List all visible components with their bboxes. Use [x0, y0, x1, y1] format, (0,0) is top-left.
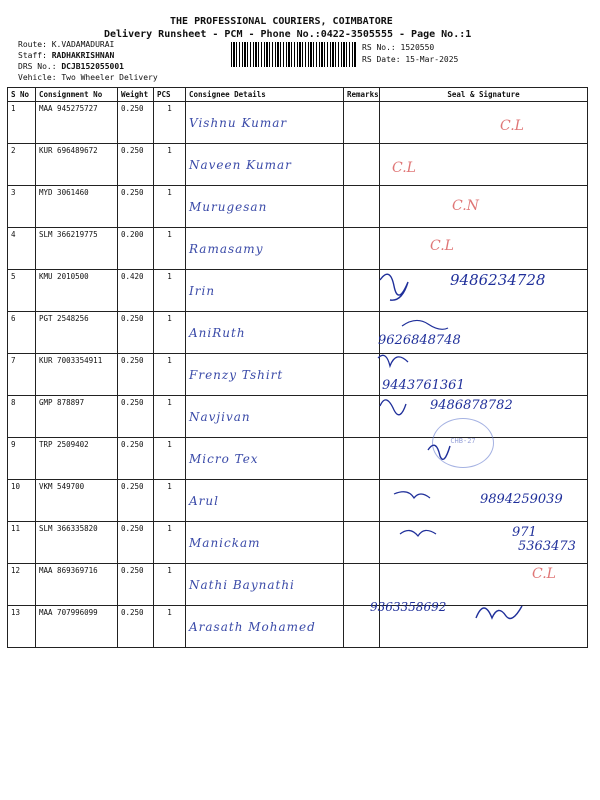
table-row: [8, 354, 588, 396]
cell-pcs: 1: [154, 144, 186, 186]
cell-pcs: 1: [154, 270, 186, 312]
cell-sno: 9: [8, 438, 36, 480]
col-header-consignee: Consignee Details: [186, 88, 344, 102]
cell-sno: 6: [8, 312, 36, 354]
col-header-consignment: Consignment No: [36, 88, 118, 102]
cell-consignment: SLM 366335820: [36, 522, 118, 564]
cell-sno: 5: [8, 270, 36, 312]
cell-consignee: [186, 270, 344, 312]
stamp-cn: C.N: [452, 198, 479, 214]
cell-weight: 0.250: [118, 354, 154, 396]
staff-name: RADHAKRISHNAN: [51, 51, 115, 60]
cell-consignee: [186, 186, 344, 228]
cell-weight: 0.250: [118, 144, 154, 186]
cell-consignment: SLM 366219775: [36, 228, 118, 270]
signature-scribbles: [372, 262, 462, 592]
consignee-name: Arasath Mohamed: [189, 620, 316, 634]
cell-pcs: 1: [154, 186, 186, 228]
table-row: [8, 438, 588, 480]
consignee-name: Frenzy Tshirt: [189, 368, 284, 382]
cell-sno: 3: [8, 186, 36, 228]
cell-consignee: [186, 396, 344, 438]
cell-pcs: 1: [154, 438, 186, 480]
table-row: [8, 228, 588, 270]
cell-pcs: 1: [154, 564, 186, 606]
handwritten-phone: 971: [512, 525, 537, 540]
cell-consignment: KUR 7003354911: [36, 354, 118, 396]
cell-consignment: MAA 945275727: [36, 102, 118, 144]
staff-label: Staff:: [18, 51, 52, 60]
cell-sno: 12: [8, 564, 36, 606]
cell-consignee: [186, 228, 344, 270]
signature-stroke: [400, 530, 436, 536]
cell-consignment: MAA 869369716: [36, 564, 118, 606]
consignee-name: Navjivan: [189, 410, 251, 424]
handwritten-phone: 9894259039: [480, 492, 563, 507]
table-row: [8, 186, 588, 228]
consignee-name: Arul: [189, 494, 219, 508]
cell-consignment: VKM 549700: [36, 480, 118, 522]
signature-stroke: [394, 492, 430, 498]
cell-sno: 11: [8, 522, 36, 564]
cell-consignment: KMU 2010500: [36, 270, 118, 312]
cell-weight: 0.250: [118, 564, 154, 606]
cell-sno: 8: [8, 396, 36, 438]
col-header-remarks: Remarks: [344, 88, 380, 102]
cell-pcs: 1: [154, 102, 186, 144]
signature-stroke: [402, 320, 448, 329]
signature-stroke: [476, 606, 522, 618]
cell-weight: 0.250: [118, 438, 154, 480]
cell-remarks: [344, 144, 380, 186]
cell-consignment: MAA 707996099: [36, 606, 118, 648]
cell-pcs: 1: [154, 228, 186, 270]
col-header-pcs: PCS: [154, 88, 186, 102]
cell-consignment: MYD 3061460: [36, 186, 118, 228]
cell-consignee: [186, 564, 344, 606]
consignee-name: Nathi Baynathi: [189, 578, 295, 592]
signature-stroke: [380, 274, 408, 300]
cell-consignee: [186, 480, 344, 522]
consignee-name: Vishnu Kumar: [189, 116, 288, 130]
table-row: [8, 312, 588, 354]
consignee-name: Micro Tex: [189, 452, 259, 466]
cell-pcs: 1: [154, 522, 186, 564]
rs-number: RS No.: 1520550: [362, 43, 435, 52]
cell-consignment: GMP 878897: [36, 396, 118, 438]
cell-pcs: 1: [154, 396, 186, 438]
cell-remarks: [344, 186, 380, 228]
drs-number: DCJB152055001: [61, 62, 124, 71]
cell-pcs: 1: [154, 312, 186, 354]
table-header-row: [8, 88, 588, 102]
signature-scribble-13: [470, 596, 530, 630]
col-header-signature: Seal & Signature: [380, 88, 588, 102]
cell-weight: 0.250: [118, 396, 154, 438]
cell-weight: 0.250: [118, 606, 154, 648]
stamp-cl: C.L: [532, 566, 556, 582]
handwritten-phone: 9486234728: [450, 271, 546, 289]
handwritten-phone: 9626848748: [378, 333, 461, 348]
consignee-name: Murugesan: [189, 200, 268, 214]
cell-consignee: [186, 144, 344, 186]
consignee-name: Naveen Kumar: [189, 158, 292, 172]
consignee-name: AniRuth: [189, 326, 246, 340]
cell-weight: 0.200: [118, 228, 154, 270]
cell-weight: 0.250: [118, 102, 154, 144]
cell-pcs: 1: [154, 606, 186, 648]
cell-remarks: [344, 102, 380, 144]
cell-signature: [380, 102, 588, 144]
table-body: [8, 102, 588, 648]
cell-consignee: [186, 606, 344, 648]
handwritten-phone: 9486878782: [430, 398, 513, 413]
runsheet-table: [7, 87, 588, 648]
signature-stroke: [428, 445, 450, 459]
cell-weight: 0.420: [118, 270, 154, 312]
cell-sno: 10: [8, 480, 36, 522]
drs-line: [18, 62, 124, 71]
handwritten-phone: 5363473: [518, 539, 576, 554]
staff-line: [18, 51, 114, 60]
runsheet-title: Delivery Runsheet - PCM - Phone No.:0422-3505555 - Page No.:1: [104, 29, 472, 40]
vehicle-label: Vehicle: Two Wheeler Delivery: [18, 73, 158, 82]
handwritten-phone: 9363358692: [370, 600, 447, 614]
cell-sno: 1: [8, 102, 36, 144]
col-header-weight: Weight: [118, 88, 154, 102]
consignee-name: Manickam: [189, 536, 261, 550]
drs-label: DRS No.:: [18, 62, 62, 71]
stamp-cl: C.L: [430, 238, 454, 254]
cell-consignee: [186, 522, 344, 564]
cell-consignee: [186, 312, 344, 354]
signature-stroke: [378, 355, 408, 366]
stamp-cl: C.L: [500, 118, 524, 134]
cell-sno: 7: [8, 354, 36, 396]
cell-consignee: [186, 438, 344, 480]
cell-pcs: 1: [154, 480, 186, 522]
cell-consignment: PGT 2548256: [36, 312, 118, 354]
cell-signature: [380, 186, 588, 228]
stamp-cl: C.L: [392, 160, 416, 176]
signature-stroke: [380, 400, 406, 415]
cell-consignment: KUR 696489672: [36, 144, 118, 186]
cell-weight: 0.250: [118, 480, 154, 522]
cell-consignment: TRP 2509402: [36, 438, 118, 480]
cell-sno: 13: [8, 606, 36, 648]
cell-pcs: 1: [154, 354, 186, 396]
table-row: [8, 522, 588, 564]
route-label: Route: K.VADAMADURAI: [18, 40, 115, 49]
company-title: THE PROFESSIONAL COURIERS, COIMBATORE: [170, 16, 393, 27]
cell-sno: 4: [8, 228, 36, 270]
consignee-name: Ramasamy: [189, 242, 264, 256]
round-seal-text: CHB-27: [450, 437, 476, 445]
barcode: [231, 42, 357, 67]
cell-weight: 0.250: [118, 312, 154, 354]
cell-consignee: [186, 102, 344, 144]
table-row: [8, 144, 588, 186]
cell-sno: 2: [8, 144, 36, 186]
cell-weight: 0.250: [118, 186, 154, 228]
cell-consignee: [186, 354, 344, 396]
col-header-sno: S No: [8, 88, 36, 102]
cell-weight: 0.250: [118, 522, 154, 564]
rs-date: RS Date: 15-Mar-2025: [362, 55, 459, 64]
handwritten-phone: 9443761361: [382, 378, 465, 393]
consignee-name: Irin: [189, 284, 216, 298]
